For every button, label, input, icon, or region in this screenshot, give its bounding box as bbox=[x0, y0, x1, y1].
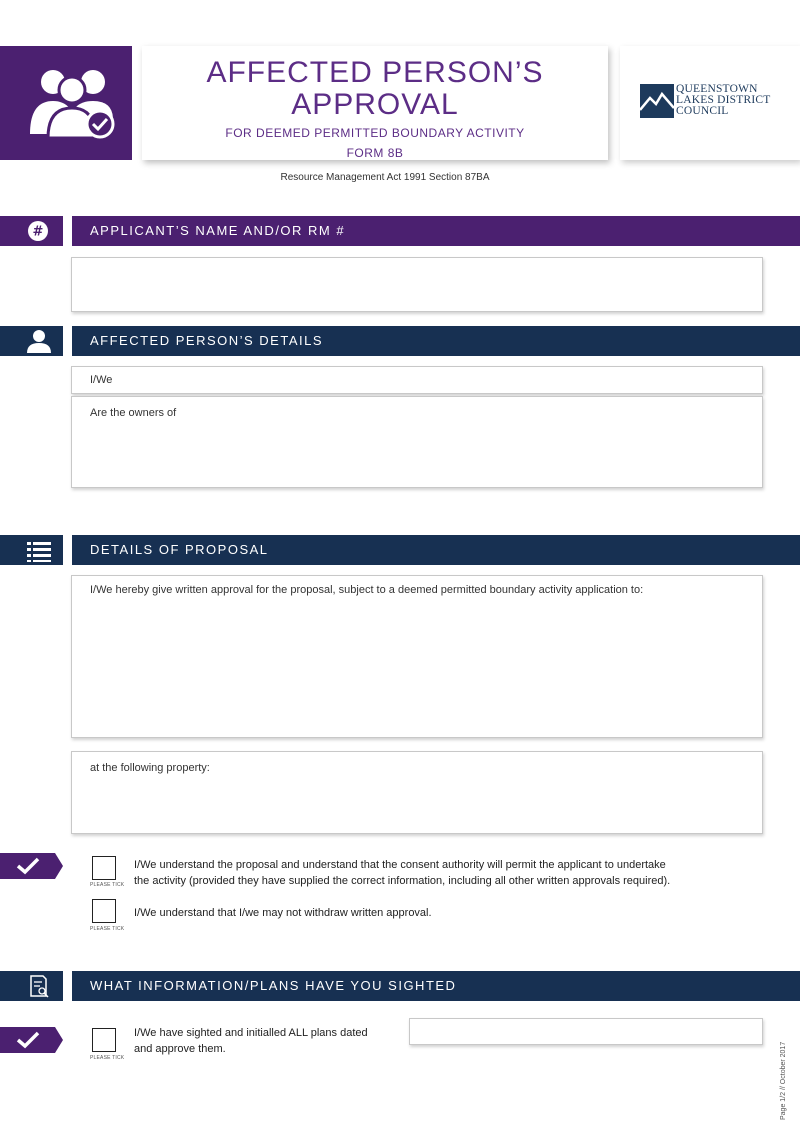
title-card bbox=[142, 46, 608, 160]
proposal-approval-label: I/We hereby give written approval for the proposal, subject to a deemed permitted boundary activity application to: bbox=[90, 584, 644, 596]
form-number: FORM 8B bbox=[346, 146, 404, 160]
applicant-name-field[interactable] bbox=[71, 257, 763, 312]
form-title-line1: AFFECTED PERSON’S bbox=[206, 56, 544, 89]
hash-icon bbox=[0, 216, 63, 246]
document-search-icon bbox=[0, 971, 63, 1001]
please-tick-hint: PLEASE TICK bbox=[90, 926, 125, 932]
property-field[interactable] bbox=[71, 751, 763, 834]
council-name-line1: QUEENSTOWN bbox=[676, 83, 758, 95]
plans-date-field[interactable] bbox=[409, 1018, 763, 1045]
plans-section-header bbox=[72, 971, 800, 1001]
council-name-line3: COUNCIL bbox=[676, 105, 729, 117]
please-tick-hint: PLEASE TICK bbox=[90, 1055, 125, 1061]
proposal-section-header bbox=[72, 535, 800, 565]
understand-statement-line1: I/We understand the proposal and understand that the consent authority will permit the applicant to undertake bbox=[134, 859, 666, 871]
property-label: at the following property: bbox=[90, 762, 210, 774]
applicant-section-title: APPLICANT’S NAME AND/OR RM # bbox=[90, 223, 346, 238]
withdraw-statement: I/We understand that I/we may not withdraw written approval. bbox=[134, 907, 432, 919]
page-footer: Page 1/2 // October 2017 bbox=[780, 1041, 787, 1120]
plans-section-title: WHAT INFORMATION/PLANS HAVE YOU SIGHTED bbox=[90, 978, 457, 993]
plans-sighted-checkbox[interactable] bbox=[92, 1028, 116, 1052]
iwe-label: I/We bbox=[90, 374, 113, 386]
plans-sighted-statement bbox=[134, 1025, 368, 1057]
council-logo-card bbox=[620, 46, 800, 160]
proposal-section-icon-tab bbox=[0, 535, 63, 565]
applicant-section-icon-tab bbox=[0, 216, 63, 246]
plans-sighted-statement-line2: and approve them. bbox=[134, 1043, 226, 1055]
form-title-line2: APPROVAL bbox=[291, 88, 459, 121]
iwe-name-field[interactable] bbox=[71, 366, 763, 394]
plans-section-icon-tab bbox=[0, 971, 63, 1001]
plans-sighted-statement-line1: I/We have sighted and initialled ALL plans dated bbox=[134, 1027, 368, 1039]
owners-of-field[interactable] bbox=[71, 396, 763, 488]
form-logo-tile bbox=[0, 46, 132, 160]
act-reference: Resource Management Act 1991 Section 87BA bbox=[280, 172, 490, 183]
affected-section-icon-tab bbox=[0, 326, 63, 356]
council-name bbox=[676, 84, 770, 117]
please-tick-hint: PLEASE TICK bbox=[90, 882, 125, 888]
applicant-section-header bbox=[72, 216, 800, 246]
form-subtitle: FOR DEEMED PERMITTED BOUNDARY ACTIVITY bbox=[225, 126, 525, 140]
owners-of-label: Are the owners of bbox=[90, 407, 177, 419]
people-check-icon bbox=[0, 46, 132, 160]
council-name-line2: LAKES DISTRICT bbox=[676, 94, 771, 106]
checkmark-tab-icon bbox=[0, 1027, 63, 1053]
understand-statement-line2: the activity (provided they have supplied the correct information, including all other written approvals required). bbox=[134, 875, 671, 887]
mountain-logo-icon bbox=[640, 84, 674, 118]
affected-section-header bbox=[72, 326, 800, 356]
proposal-approval-field[interactable] bbox=[71, 575, 763, 738]
withdraw-checkbox[interactable] bbox=[92, 899, 116, 923]
affected-section-title: AFFECTED PERSON’S DETAILS bbox=[90, 333, 324, 348]
understand-checkbox[interactable] bbox=[92, 856, 116, 880]
checkmark-tab-icon bbox=[0, 853, 63, 879]
list-icon bbox=[0, 535, 63, 565]
understand-statement bbox=[134, 857, 670, 889]
person-icon bbox=[0, 326, 63, 356]
svg-text:#: # bbox=[32, 224, 44, 240]
proposal-section-title: DETAILS OF PROPOSAL bbox=[90, 542, 269, 557]
